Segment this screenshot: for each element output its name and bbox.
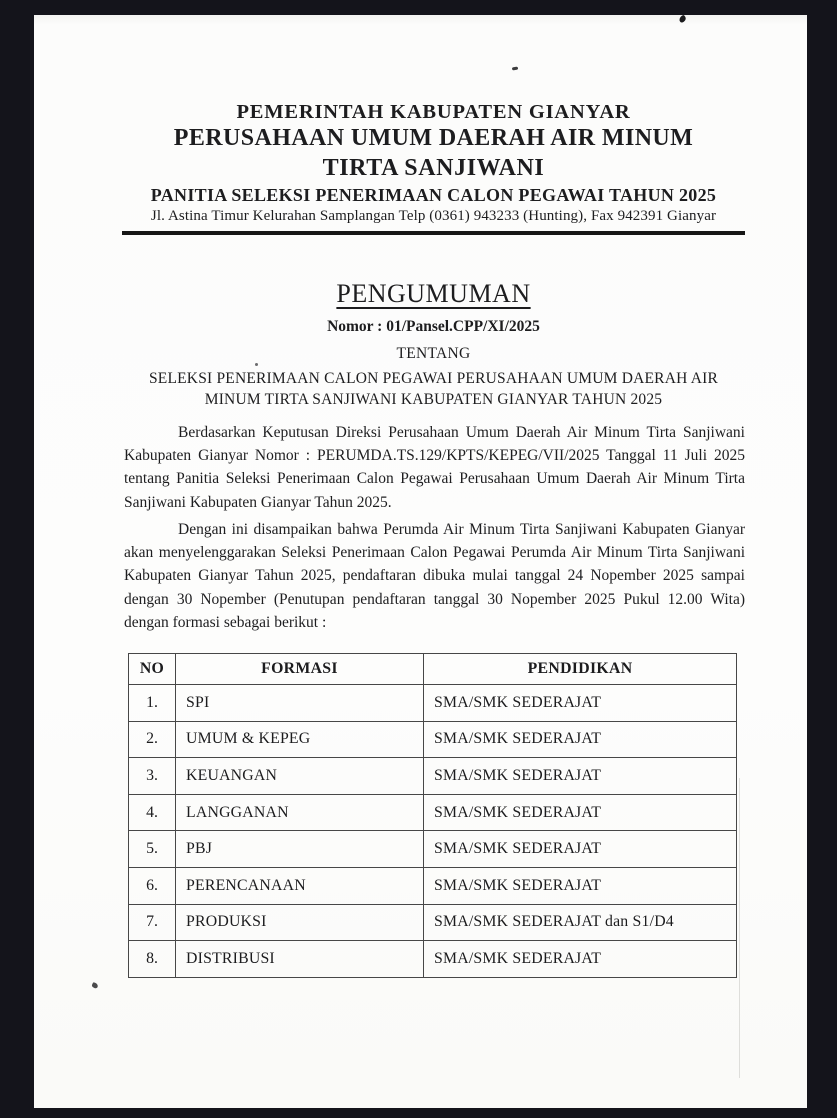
table-row (129, 867, 737, 904)
cell-no: 3. (129, 758, 176, 795)
table-header-row (129, 654, 737, 685)
paragraph-legal-basis: Berdasarkan Keputusan Direksi Perusahaan Umum Daerah Air Minum Tirta Sanjiwani Kabupaten Gianyar Nomor : PERUMDA.TS.129/KPTS/KEPEG/VII/2025 Tanggal 11 Juli 2025 tentang Panitia Seleksi Penerimaan Calon Pegawai Perusahaan Umum Daerah Air Minum Tirta Sanjiwani Kabupaten Gianyar Tahun 2025. (124, 424, 745, 511)
cell-formasi: DISTRIBUSI (176, 941, 424, 978)
column-header-no: NO (129, 654, 176, 685)
scan-dot-artifact (255, 363, 258, 366)
letterhead-government-name: PEMERINTAH KABUPATEN GIANYAR (236, 101, 631, 123)
document-page (34, 15, 807, 1108)
cell-formasi: PBJ (176, 831, 424, 868)
cell-formasi: PERENCANAAN (176, 867, 424, 904)
document-number: Nomor : 01/Pansel.CPP/XI/2025 (327, 318, 540, 335)
cell-no: 1. (129, 685, 176, 722)
table-row (129, 794, 737, 831)
paragraph-announcement: Dengan ini disampaikan bahwa Perumda Air Minum Tirta Sanjiwani Kabupaten Gianyar akan menyelenggarakan Seleksi Penerimaan Calon Pegawai Perumda Air Minum Tirta Sanjiwani Kabupaten Gianyar Tahun 2025, pendaftaran dibuka mulai tanggal 24 Nopember 2025 sampai dengan 30 Nopember (Penutupan pendaftaran tanggal 30 Nopember 2025 Pukul 12.00 Wita) dengan formasi sebagai berikut : (124, 521, 745, 631)
table-row (129, 721, 737, 758)
formation-table-wrapper (128, 653, 736, 978)
cell-no: 8. (129, 941, 176, 978)
letterhead-divider (122, 231, 745, 235)
cell-formasi: UMUM & KEPEG (176, 721, 424, 758)
cell-pendidikan: SMA/SMK SEDERAJAT (424, 685, 737, 722)
cell-no: 5. (129, 831, 176, 868)
table-row (129, 758, 737, 795)
table-row (129, 941, 737, 978)
letterhead-company-name: PERUSAHAAN UMUM DAERAH AIR MINUM (173, 125, 694, 151)
about-label: TENTANG (396, 345, 471, 362)
cell-pendidikan: SMA/SMK SEDERAJAT (424, 941, 737, 978)
document-title: PENGUMUMAN (336, 279, 531, 308)
letterhead-address: Jl. Astina Timur Kelurahan Samplangan Telp (0361) 943233 (Hunting), Fax 942391 Gianyar (150, 208, 717, 224)
column-header-formasi: FORMASI (176, 654, 424, 685)
cell-no: 2. (129, 721, 176, 758)
scan-crease-line (739, 778, 740, 1078)
cell-pendidikan: SMA/SMK SEDERAJAT dan S1/D4 (424, 904, 737, 941)
formation-table (128, 653, 737, 978)
document-subject-line-1: SELEKSI PENERIMAAN CALON PEGAWAI PERUSAHAAN UMUM DAERAH AIR (148, 370, 718, 387)
table-row (129, 685, 737, 722)
cell-pendidikan: SMA/SMK SEDERAJAT (424, 867, 737, 904)
table-row (129, 904, 737, 941)
letterhead-brand-name: TIRTA SANJIWANI (322, 155, 545, 181)
cell-pendidikan: SMA/SMK SEDERAJAT (424, 721, 737, 758)
cell-no: 6. (129, 867, 176, 904)
cell-no: 4. (129, 794, 176, 831)
column-header-pendidikan: PENDIDIKAN (424, 654, 737, 685)
cell-pendidikan: SMA/SMK SEDERAJAT (424, 794, 737, 831)
document-subject-line-2: MINUM TIRTA SANJIWANI KABUPATEN GIANYAR TAHUN 2025 (204, 391, 663, 408)
cell-formasi: KEUANGAN (176, 758, 424, 795)
cell-pendidikan: SMA/SMK SEDERAJAT (424, 831, 737, 868)
cell-formasi: LANGGANAN (176, 794, 424, 831)
table-row (129, 831, 737, 868)
cell-pendidikan: SMA/SMK SEDERAJAT (424, 758, 737, 795)
cell-formasi: PRODUKSI (176, 904, 424, 941)
cell-no: 7. (129, 904, 176, 941)
cell-formasi: SPI (176, 685, 424, 722)
letterhead-committee-name: PANITIA SELEKSI PENERIMAAN CALON PEGAWAI TAHUN 2025 (150, 185, 717, 205)
